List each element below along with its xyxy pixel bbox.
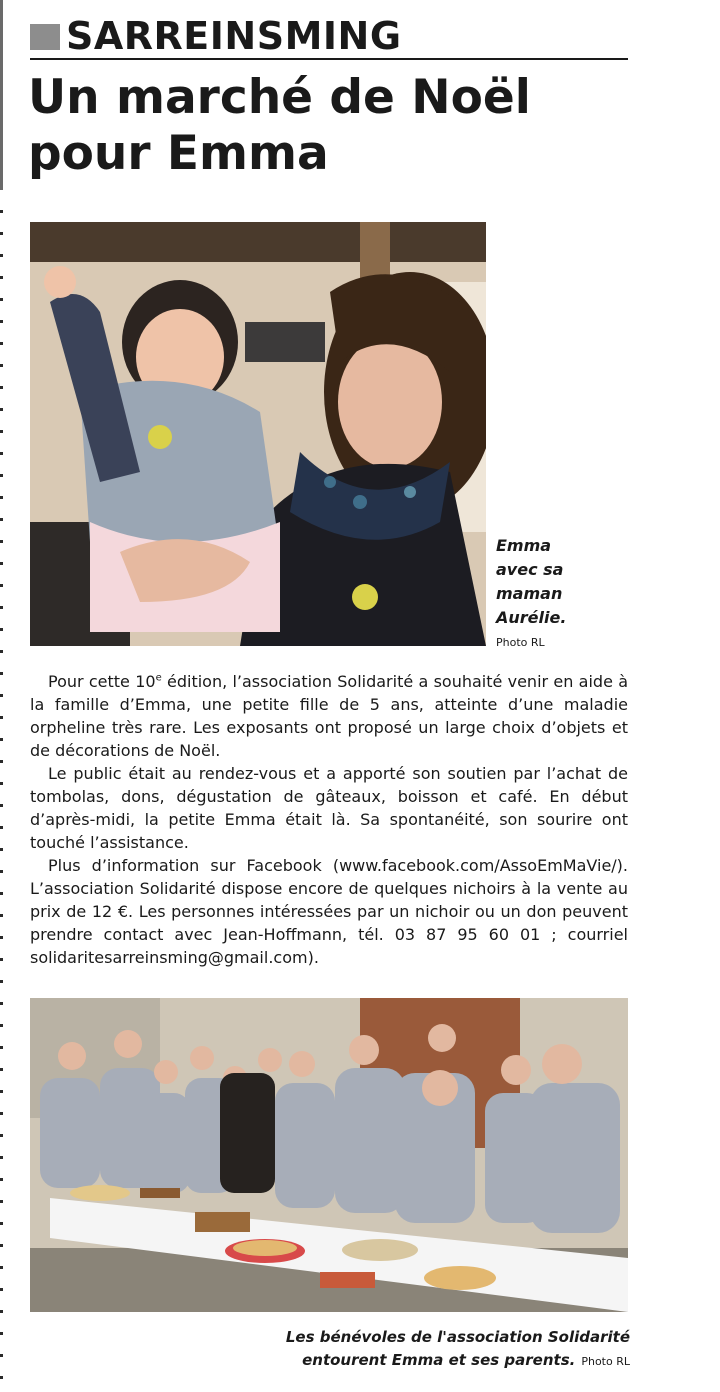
photo2-caption-line-1: Les bénévoles de l'association Solidarité <box>285 1328 630 1346</box>
photo-volunteers-group <box>30 998 628 1312</box>
article-body <box>30 670 628 969</box>
left-margin-rule <box>0 0 3 190</box>
article-p1-rest: édition, l’association Solidarité a souhaité venir en aide à la famille d’Emma, une petite fille de 5 ans, atteinte d’une maladie orpheline très rare. Les exposants ont proposé un large choix d’objets et de décorations de Noël. <box>30 672 628 760</box>
photo-emma-and-mother-illustration <box>30 222 486 646</box>
photo-emma-and-mother <box>30 222 486 646</box>
photo2-caption <box>30 1326 630 1373</box>
photo1-caption-line: Emma <box>496 536 552 555</box>
photo1-caption-line: avec sa <box>496 560 564 579</box>
article-p1-start: Pour cette 10 <box>48 672 156 691</box>
headline <box>28 70 628 182</box>
photo2-credit: Photo RL <box>581 1355 630 1368</box>
article-paragraph-3: Plus d’information sur Facebook (www.facebook.com/AssoEmMaVie/). L’association Solidarité dispose encore de quelques nichoirs à la vente au prix de 12 €. Les personnes intéressées par un nichoir ou un don peuvent prendre contact avec Jean-Hoffmann, tél. 03 87 95 60 01 ; courriel solidaritesarreinsming@gmail.com). <box>30 856 628 967</box>
section-kicker <box>30 14 628 60</box>
headline-line-2: pour Emma <box>28 126 329 181</box>
article-p1-superscript: e <box>155 672 162 684</box>
kicker-square-icon <box>30 24 60 50</box>
headline-line-1: Un marché de Noël <box>28 70 531 125</box>
photo2-caption-text: entourent Emma et ses parents. <box>302 1351 576 1369</box>
photo-volunteers-illustration <box>30 998 628 1312</box>
photo1-caption-line: Aurélie. <box>496 608 567 627</box>
article-paragraph-1 <box>30 670 628 762</box>
left-margin-dashes <box>0 210 3 1390</box>
photo1-caption-line: maman <box>496 584 563 603</box>
photo1-credit: Photo RL <box>496 636 545 649</box>
article-paragraph-2: Le public était au rendez-vous et a apporté son soutien par l’achat de tombolas, dons, dégustation de gâteaux, boisson et café. En début d’après-midi, la petite Emma était là. Sa spontanéité, son sourire ont touché l’assistance. <box>30 764 628 852</box>
photo2-caption-line-2 <box>30 1349 630 1373</box>
photo1-caption <box>496 534 616 630</box>
section-name: SARREINSMING <box>66 14 402 58</box>
